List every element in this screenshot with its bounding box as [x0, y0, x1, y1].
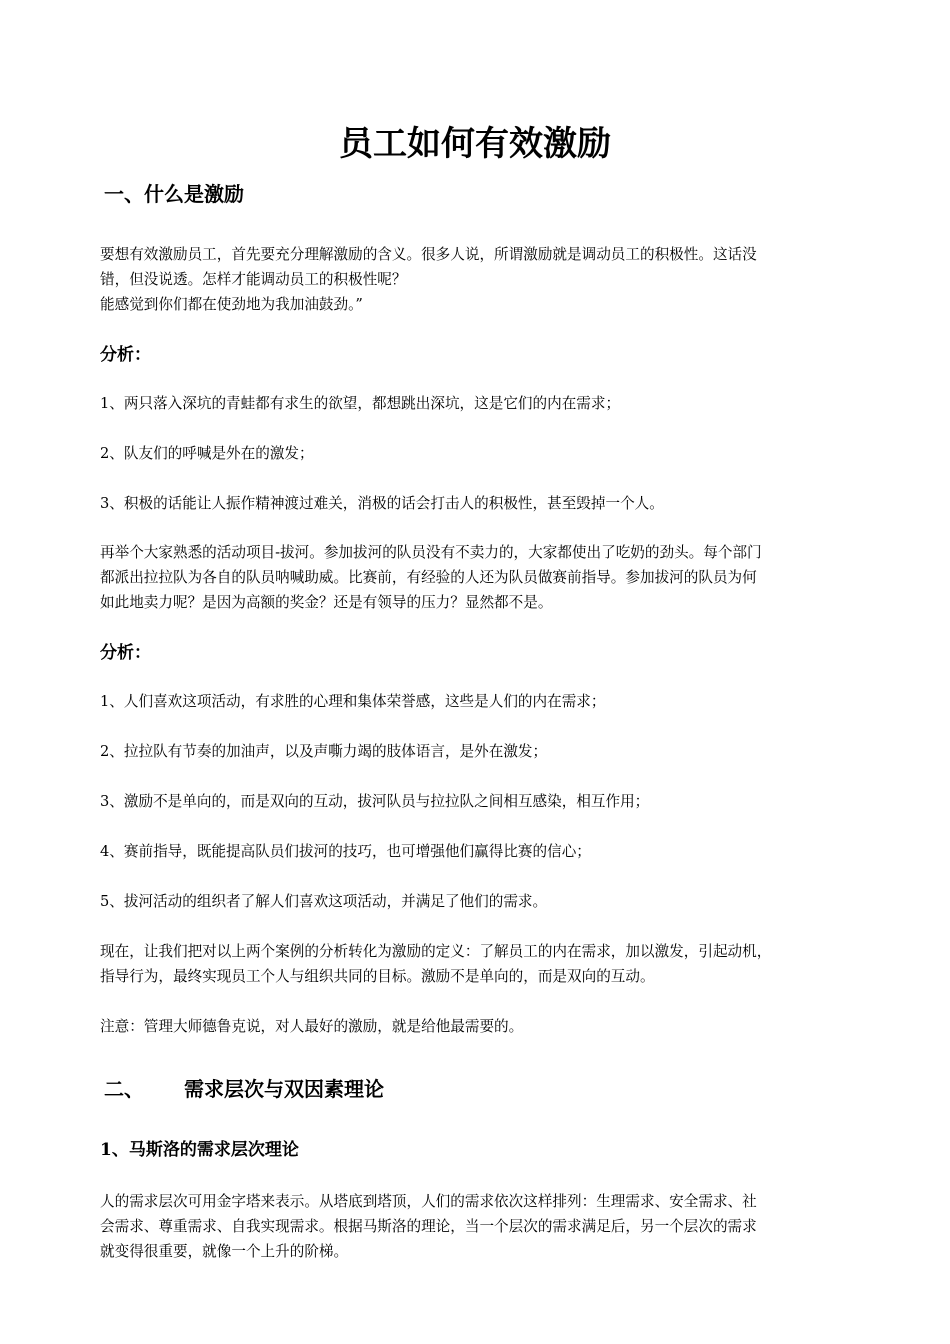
analysis-1-item: 2、队友们的呼喊是外在的激发； [100, 445, 314, 462]
subsection-1-heading: 1、马斯洛的需求层次理论 [100, 1140, 299, 1160]
intro-line: 错，但没说透。怎样才能调动员工的积极性呢？ [100, 271, 407, 288]
maslow-line: 就变得很重要，就像一个上升的阶梯。 [100, 1243, 349, 1260]
definition-paragraph [100, 939, 880, 989]
analysis-2-item: 2、拉拉队有节奏的加油声，以及声嘶力竭的肢体语言，是外在激发； [100, 743, 548, 760]
analysis-2-item: 5、拔河活动的组织者了解人们喜欢这项活动，并满足了他们的需求。 [100, 893, 548, 910]
analysis-1-label: 分析： [100, 345, 151, 365]
document-title: 员工如何有效激励 [339, 124, 611, 164]
analysis-2-item: 3、激励不是单向的，而是双向的互动，拔河队员与拉拉队之间相互感染，相互作用； [100, 793, 650, 810]
analysis-2-label: 分析： [100, 643, 151, 663]
section-2-number: 二、 [104, 1077, 144, 1101]
section-2-title: 需求层次与双因素理论 [184, 1077, 384, 1101]
example-2-line: 如此地卖力呢？是因为高额的奖金？还是有领导的压力？显然都不是。 [100, 594, 553, 611]
analysis-1-item: 1、两只落入深坑的青蛙都有求生的欲望，都想跳出深坑，这是它们的内在需求； [100, 395, 621, 412]
maslow-line: 会需求、尊重需求、自我实现需求。根据马斯洛的理论，当一个层次的需求满足后，另一个层次的需求 [100, 1218, 757, 1235]
analysis-2-item: 1、人们喜欢这项活动，有求胜的心理和集体荣誉感，这些是人们的内在需求； [100, 693, 606, 710]
definition-line: 指导行为，最终实现员工个人与组织共同的目标。激励不是单向的，而是双向的互动。 [100, 968, 655, 985]
maslow-line: 人的需求层次可用金字塔来表示。从塔底到塔顶，人们的需求依次这样排列：生理需求、安全需求、社 [100, 1193, 757, 1210]
intro-paragraph [100, 242, 880, 317]
definition-line: 现在，让我们把对以上两个案例的分析转化为激励的定义：了解员工的内在需求，加以激发，引起动机， [100, 943, 772, 960]
intro-line: 能感觉到你们都在使劲地为我加油鼓劲。” [100, 296, 363, 313]
section-2-heading [104, 1075, 384, 1103]
example-2-line: 再举个大家熟悉的活动项目-拔河。参加拔河的队员没有不卖力的，大家都使出了吃奶的劲头。每个部门 [100, 544, 762, 561]
note-paragraph: 注意：管理大师德鲁克说，对人最好的激励，就是给他最需要的。 [100, 1018, 524, 1035]
maslow-paragraph [100, 1189, 880, 1264]
analysis-1-item: 3、积极的话能让人振作精神渡过难关，消极的话会打击人的积极性，甚至毁掉一个人。 [100, 495, 664, 512]
intro-line: 要想有效激励员工，首先要充分理解激励的含义。很多人说，所谓激励就是调动员工的积极性。这话没 [100, 246, 757, 263]
analysis-2-item: 4、赛前指导，既能提高队员们拔河的技巧，也可增强他们赢得比赛的信心； [100, 843, 591, 860]
section-1-heading: 一、什么是激励 [104, 182, 244, 206]
example-2-line: 都派出拉拉队为各自的队员呐喊助威。比赛前，有经验的人还为队员做赛前指导。参加拔河的队员为何 [100, 569, 757, 586]
example-2-paragraph [100, 540, 880, 615]
